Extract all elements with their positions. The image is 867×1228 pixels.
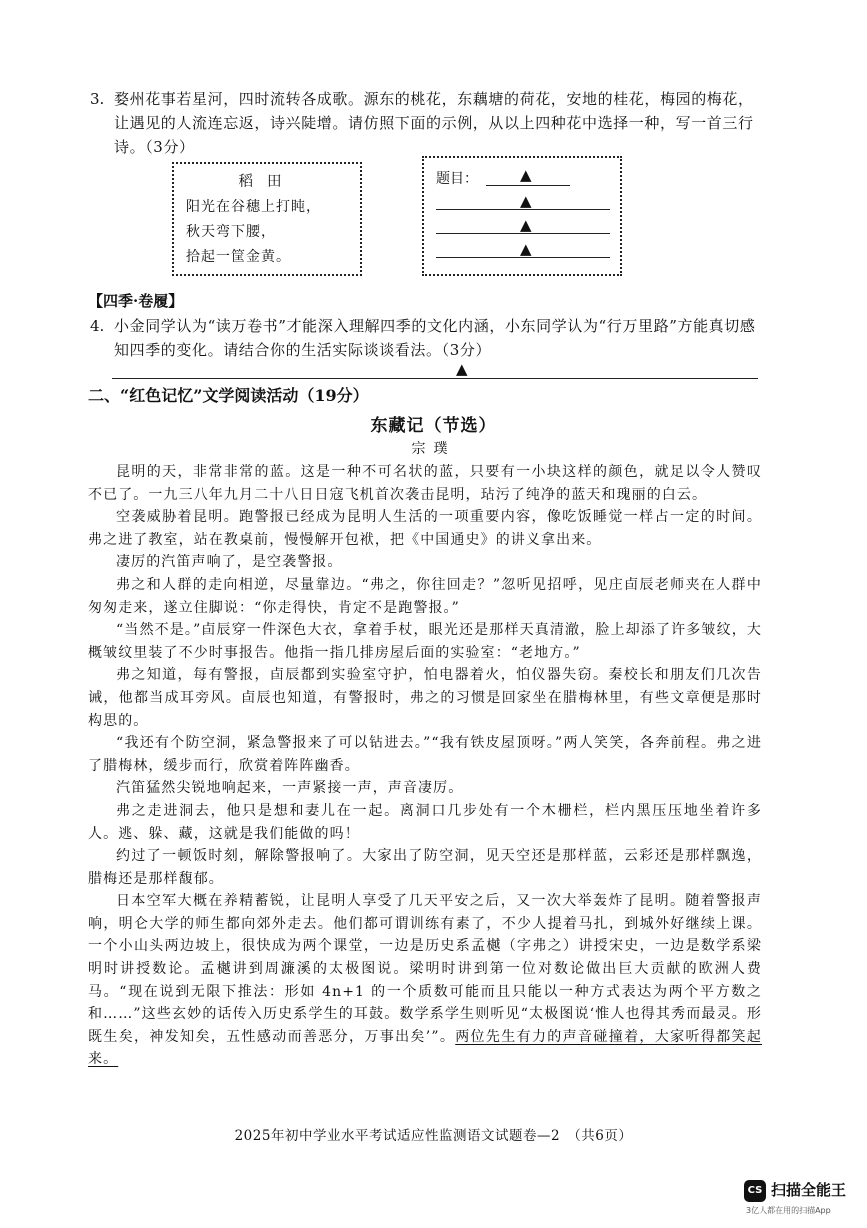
article-paragraph: 空袭威胁着昆明。跑警报已经成为昆明人生活的一项重要内容，像吃饭睡觉一样占一定的时间。弗之进了教室，站在教桌前，慢慢解开包袱，把《中国通史》的讲义拿出来。 xyxy=(88,509,762,548)
example-poem-title: 稻田 xyxy=(238,174,296,190)
example-poem-line-1: 阳光在谷穗上打盹， xyxy=(186,199,321,215)
article-paragraph: “我还有个防空洞，紧急警报来了可以钻进去。”“我有铁皮屋顶呀。”两人笑笑，各奔前程。弗之进了腊梅林，缓步而行，欣赏着阵阵幽香。 xyxy=(88,735,762,774)
article-paragraph: 弗之和人群的走向相逆，尽量靠边。“弗之，你往回走？”忽听见招呼，见庄卣辰老师夹在人群中匆匆走来，遂立住脚说：“你走得快，肯定不是跑警报。” xyxy=(88,576,762,616)
question-3-text: 婺州花事若星河，四时流转各成歌。源东的桃花，东藕塘的荷花，安地的桂花，梅园的梅花，让遇见的人流连忘返，诗兴陡增。请仿照下面的示例，从以上四种花中选择一种，写一首三行诗。（3分） xyxy=(114,90,754,156)
example-poem-box xyxy=(172,162,362,276)
answer-title-label: 题目： xyxy=(436,171,478,187)
question-3-number: 3. xyxy=(90,90,105,108)
article-title: 东藏记（节选） xyxy=(370,416,497,436)
article-author: 宗璞 xyxy=(411,441,456,457)
answer-line-3-mark: ▲ xyxy=(520,240,532,258)
example-poem-line-3: 拾起一筐金黄。 xyxy=(186,249,291,265)
example-poem-line-2: 秋天弯下腰， xyxy=(186,224,276,240)
answer-box xyxy=(422,156,622,276)
article-paragraph: 弗之走进洞去，他只是想和妻儿在一起。离洞口几步处有一个木栅栏，栏内黑压压地坐着许多人。逃、躲、藏，这就是我们能做的吗！ xyxy=(88,802,762,842)
answer-line-2-mark: ▲ xyxy=(520,216,532,234)
question-4-text: 小金同学认为“读万卷书”才能深入理解四季的文化内涵，小东同学认为“行万里路”方能真切感知四季的变化。请结合你的生活实际谈谈看法。（3分） xyxy=(114,317,756,359)
scanner-logo xyxy=(744,1177,852,1221)
article-paragraph: 约过了一顿饭时刻，解除警报响了。大家出了防空洞，见天空还是那样蓝，云彩还是那样飘逸，腊梅还是那样馥郁。 xyxy=(88,848,762,887)
section-label: 【四季·卷履】 xyxy=(88,292,184,310)
scanner-name: 扫描全能王 xyxy=(771,1181,847,1199)
answer-title-mark: ▲ xyxy=(520,166,532,184)
article-paragraph-last xyxy=(88,890,762,1071)
question-4-answer-line[interactable] xyxy=(112,378,758,379)
article-paragraph: 昆明的天，非常非常的蓝。这是一种不可名状的蓝，只要有一小块这样的颜色，就足以令人赞叹不已了。一九三八年九月二十八日日寇飞机首次袭击昆明，玷污了纯净的蓝天和瑰丽的白云。 xyxy=(88,464,762,503)
underlined-sentence: 两位先生有力的声音碰撞着，大家听得都笑起来。 xyxy=(88,1028,762,1068)
cs-logo-icon: CS xyxy=(744,1180,766,1202)
question-4-answer-mark: ▲ xyxy=(456,360,468,378)
article-paragraph: “当然不是。”卣辰穿一件深色大衣，拿着手杖，眼光还是那样天真清澈，脸上却添了许多皱纹，大概皱纹里装了不少时事报告。他指一指几排房屋后面的实验室：“老地方。” xyxy=(88,622,762,661)
last-paragraph-text: 日本空军大概在养精蓄锐，让昆明人享受了几天平安之后，又一次大举轰炸了昆明。随着警报声响，明仑大学的师生都向郊外走去。他们都可谓训练有素了，不少人提着马扎，到城外好继续上课。一个小山头两边坡上，很快成为两个课堂，一边是历史系孟樾（字弗之）讲授宋史，一边是数学系梁明时讲授数论。孟樾讲到周濂溪的太极图说。梁明时讲到第一位对数论做出巨大贡献的欧洲人费马。“现在说到无限下推法：形如 4n+1 的一个质数可能而且只能以一种方式表达为两个平方数之和……”这些玄妙的话传入历史系学生的耳鼓。数学系学生则听见“太极图说‘惟人也得其秀而最灵。形既生矣，神发知矣，五性感动而善恶分，万事出矣’”。 xyxy=(88,893,762,1045)
article-paragraph: 弗之知道，每有警报，卣辰都到实验室守护，怕电器着火，怕仪器失窃。秦校长和朋友们几次告诫，他都当成耳旁风。卣辰也知道，有警报时，弗之的习惯是回家坐在腊梅林里，有些文章便是那时构思的。 xyxy=(88,667,762,729)
scanner-tagline: 3亿人都在用的扫描App xyxy=(746,1206,831,1215)
article-body xyxy=(88,461,762,1071)
answer-title-line[interactable] xyxy=(486,185,570,186)
question-4-number: 4. xyxy=(90,317,105,335)
answer-line-1-mark: ▲ xyxy=(520,192,532,210)
part2-heading: 二、“红色记忆”文学阅读活动（19分） xyxy=(88,386,369,405)
article-paragraph: 凄厉的汽笛声响了，是空袭警报。 xyxy=(116,554,343,571)
article-paragraph: 汽笛猛然尖锐地响起来，一声紧接一声，声音凄厉。 xyxy=(116,780,464,797)
page-footer: 2025年初中学业水平考试适应性监测语文试题卷—2 （共6页） xyxy=(234,1128,633,1144)
